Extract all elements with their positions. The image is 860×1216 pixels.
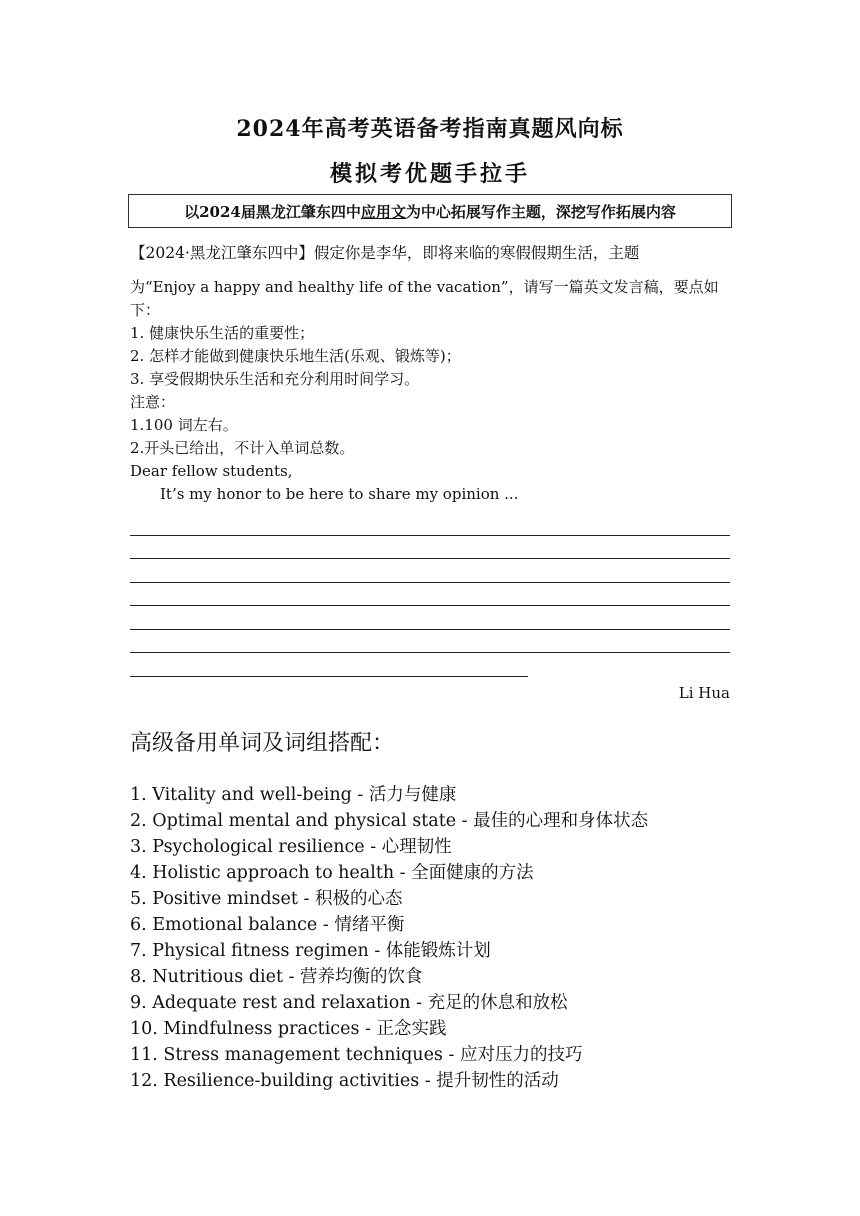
note-item: 2.开头已给出，不计入单词总数。	[130, 439, 355, 457]
note-label: 注意：	[130, 393, 176, 411]
vocab-item: 1. Vitality and well-being - 活力与健康	[130, 785, 457, 805]
signature: Li Hua	[678, 684, 730, 702]
writing-line	[130, 583, 730, 607]
prompt-point: 2. 怎样才能做到健康快乐地生活(乐观、锻炼等)；	[130, 347, 461, 365]
banner-underlined: 应用文	[360, 202, 406, 221]
vocab-item: 5. Positive mindset - 积极的心态	[130, 889, 403, 909]
prompt-topic-line: 为“Enjoy a happy and healthy life of the vacation”，请写一篇英文发言稿，要点如	[130, 278, 719, 296]
writing-line	[130, 630, 730, 654]
vocab-item: 7. Physical fitness regimen - 体能锻炼计划	[130, 941, 491, 961]
prompt-topic-line-end: 下：	[130, 301, 161, 319]
writing-line	[130, 536, 730, 560]
page-title: 2024年高考英语备考指南真题风向标	[236, 116, 624, 142]
opening-sentence: It’s my honor to be here to share my opinion ...	[160, 485, 519, 503]
writing-line	[130, 653, 528, 677]
banner-suffix: 为中心拓展写作主题，深挖写作拓展内容	[405, 202, 676, 221]
vocab-item: 3. Psychological resilience - 心理韧性	[130, 837, 452, 857]
page-subtitle: 模拟考优题手拉手	[329, 161, 530, 187]
writing-line	[130, 559, 730, 583]
vocab-item: 9. Adequate rest and relaxation - 充足的休息和放松	[130, 993, 568, 1013]
vocab-item: 6. Emotional balance - 情绪平衡	[130, 915, 405, 935]
vocab-item: 12. Resilience-building activities - 提升韧性的活动	[130, 1071, 559, 1091]
prompt-intro: 假定你是李华，即将来临的寒假假期生活，主题	[313, 244, 640, 262]
topic-banner	[128, 194, 732, 228]
vocab-item: 11. Stress management techniques - 应对压力的技巧	[130, 1045, 583, 1065]
writing-line	[130, 512, 730, 536]
vocab-item: 8. Nutritious diet - 营养均衡的饮食	[130, 967, 423, 987]
vocab-item: 4. Holistic approach to health - 全面健康的方法	[130, 863, 534, 883]
vocab-title: 高级备用单词及词组搭配：	[130, 731, 395, 756]
prompt-point: 3. 享受假期快乐生活和充分利用时间学习。	[130, 370, 420, 388]
prompt-body	[130, 276, 730, 506]
writing-lines	[130, 512, 730, 677]
salutation: Dear fellow students,	[130, 462, 293, 480]
vocab-list	[130, 782, 750, 1094]
vocab-item: 10. Mindfulness practices - 正念实践	[130, 1019, 447, 1039]
note-item: 1.100 词左右。	[130, 416, 238, 434]
banner-prefix: 以2024届黑龙江肇东四中	[184, 202, 361, 221]
vocab-item: 2. Optimal mental and physical state - 最佳的心理和身体状态	[130, 811, 649, 831]
prompt-source: 【2024·黑龙江肇东四中】	[130, 244, 314, 262]
prompt-first-line	[130, 242, 730, 265]
writing-line	[130, 606, 730, 630]
prompt-point: 1. 健康快乐生活的重要性；	[130, 324, 315, 342]
